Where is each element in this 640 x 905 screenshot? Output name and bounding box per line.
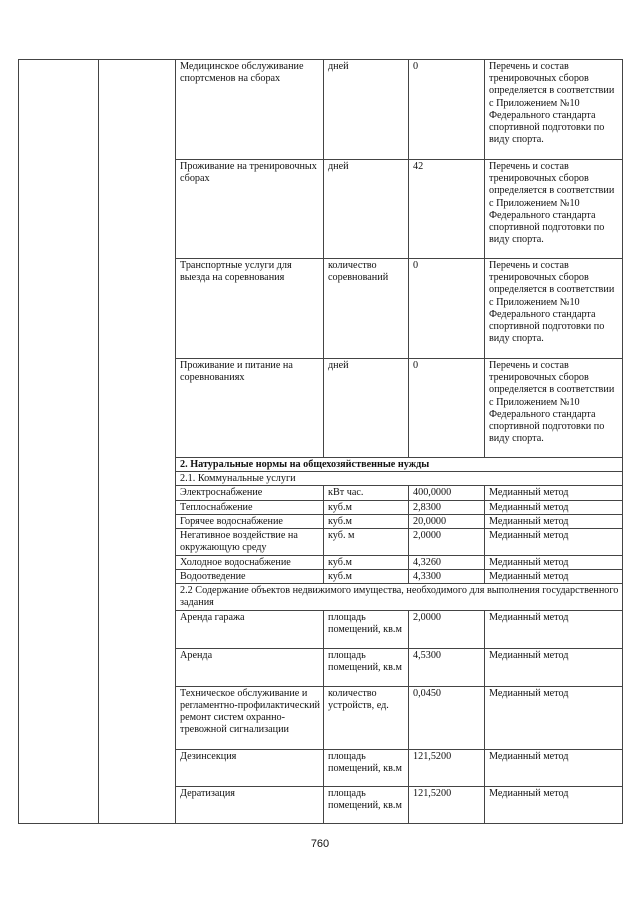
norm-name-cell: Транспортные услуги для выезда на соревнования xyxy=(176,259,324,359)
norm-method-cell: Медианный метод xyxy=(485,786,623,823)
norm-value-cell: 20,0000 xyxy=(409,514,485,528)
norm-name-cell: Негативное воздействие на окружающую среду xyxy=(176,529,324,555)
norm-unit-cell: кВт час. xyxy=(324,486,409,500)
norm-name-cell: Электроснабжение xyxy=(176,486,324,500)
norm-name-cell: Медицинское обслуживание спортсменов на сборах xyxy=(176,60,324,160)
subsection-title: 2.1. Коммунальные услуги xyxy=(176,472,623,486)
norm-unit-cell: площадь помещений, кв.м xyxy=(324,749,409,786)
norm-unit-cell: площадь помещений, кв.м xyxy=(324,648,409,686)
norm-name-cell: Дератизация xyxy=(176,786,324,823)
norm-unit-cell: куб. м xyxy=(324,529,409,555)
norm-method-cell: Медианный метод xyxy=(485,569,623,583)
norm-unit-cell: количество соревнований xyxy=(324,259,409,359)
norm-method-cell: Медианный метод xyxy=(485,486,623,500)
norm-unit-cell: дней xyxy=(324,60,409,160)
norm-name-cell: Проживание на тренировочных сборах xyxy=(176,160,324,259)
norm-name-cell: Техническое обслуживание и регламентно-профилактический ремонт систем охранно-тревожной сигнализации xyxy=(176,686,324,749)
norm-value-cell: 400,0000 xyxy=(409,486,485,500)
norm-method-cell: Медианный метод xyxy=(485,529,623,555)
table-row xyxy=(19,60,623,160)
norm-method-cell: Перечень и состав тренировочных сборов определяется в соответствии с Приложением №10 Федерального стандарта спортивной подготовки по виду спорта. xyxy=(485,60,623,160)
norm-unit-cell: количество устройств, ед. xyxy=(324,686,409,749)
norm-value-cell: 42 xyxy=(409,160,485,259)
norm-method-cell: Медианный метод xyxy=(485,648,623,686)
left-blank-column-2 xyxy=(99,60,176,824)
norm-name-cell: Водоотведение xyxy=(176,569,324,583)
norm-method-cell: Перечень и состав тренировочных сборов определяется в соответствии с Приложением №10 Федерального стандарта спортивной подготовки по виду спорта. xyxy=(485,359,623,458)
norms-table xyxy=(18,59,623,824)
norm-value-cell: 2,8300 xyxy=(409,500,485,514)
norm-method-cell: Медианный метод xyxy=(485,500,623,514)
norm-method-cell: Медианный метод xyxy=(485,686,623,749)
norm-name-cell: Теплоснабжение xyxy=(176,500,324,514)
norm-unit-cell: куб.м xyxy=(324,555,409,569)
norm-value-cell: 0 xyxy=(409,60,485,160)
norm-value-cell: 0 xyxy=(409,259,485,359)
norm-value-cell: 0,0450 xyxy=(409,686,485,749)
norm-unit-cell: куб.м xyxy=(324,500,409,514)
norm-value-cell: 2,0000 xyxy=(409,610,485,648)
norm-value-cell: 121,5200 xyxy=(409,749,485,786)
norm-name-cell: Аренда гаража xyxy=(176,610,324,648)
norm-method-cell: Медианный метод xyxy=(485,749,623,786)
norm-name-cell: Аренда xyxy=(176,648,324,686)
norm-unit-cell: площадь помещений, кв.м xyxy=(324,610,409,648)
norm-value-cell: 4,3300 xyxy=(409,569,485,583)
norm-name-cell: Дезинсекция xyxy=(176,749,324,786)
norm-value-cell: 0 xyxy=(409,359,485,458)
norm-unit-cell: площадь помещений, кв.м xyxy=(324,786,409,823)
norm-method-cell: Перечень и состав тренировочных сборов определяется в соответствии с Приложением №10 Федерального стандарта спортивной подготовки по виду спорта. xyxy=(485,160,623,259)
norm-method-cell: Перечень и состав тренировочных сборов определяется в соответствии с Приложением №10 Федерального стандарта спортивной подготовки по виду спорта. xyxy=(485,259,623,359)
norm-value-cell: 2,0000 xyxy=(409,529,485,555)
norm-method-cell: Медианный метод xyxy=(485,610,623,648)
norm-name-cell: Горячее водоснабжение xyxy=(176,514,324,528)
left-blank-column-1 xyxy=(19,60,99,824)
subsection-title: 2.2 Содержание объектов недвижимого имущества, необходимого для выполнения государственного задания xyxy=(176,584,623,610)
page-number: 760 xyxy=(310,838,330,850)
norm-name-cell: Холодное водоснабжение xyxy=(176,555,324,569)
norm-name-cell: Проживание и питание на соревнованиях xyxy=(176,359,324,458)
norm-value-cell: 121,5200 xyxy=(409,786,485,823)
norm-value-cell: 4,3260 xyxy=(409,555,485,569)
norm-unit-cell: дней xyxy=(324,160,409,259)
section-title: 2. Натуральные нормы на общехозяйственные нужды xyxy=(176,458,623,472)
norms-table-body xyxy=(19,60,623,824)
norm-unit-cell: дней xyxy=(324,359,409,458)
norm-value-cell: 4,5300 xyxy=(409,648,485,686)
norm-method-cell: Медианный метод xyxy=(485,555,623,569)
norm-unit-cell: куб.м xyxy=(324,569,409,583)
norm-method-cell: Медианный метод xyxy=(485,514,623,528)
norm-unit-cell: куб.м xyxy=(324,514,409,528)
